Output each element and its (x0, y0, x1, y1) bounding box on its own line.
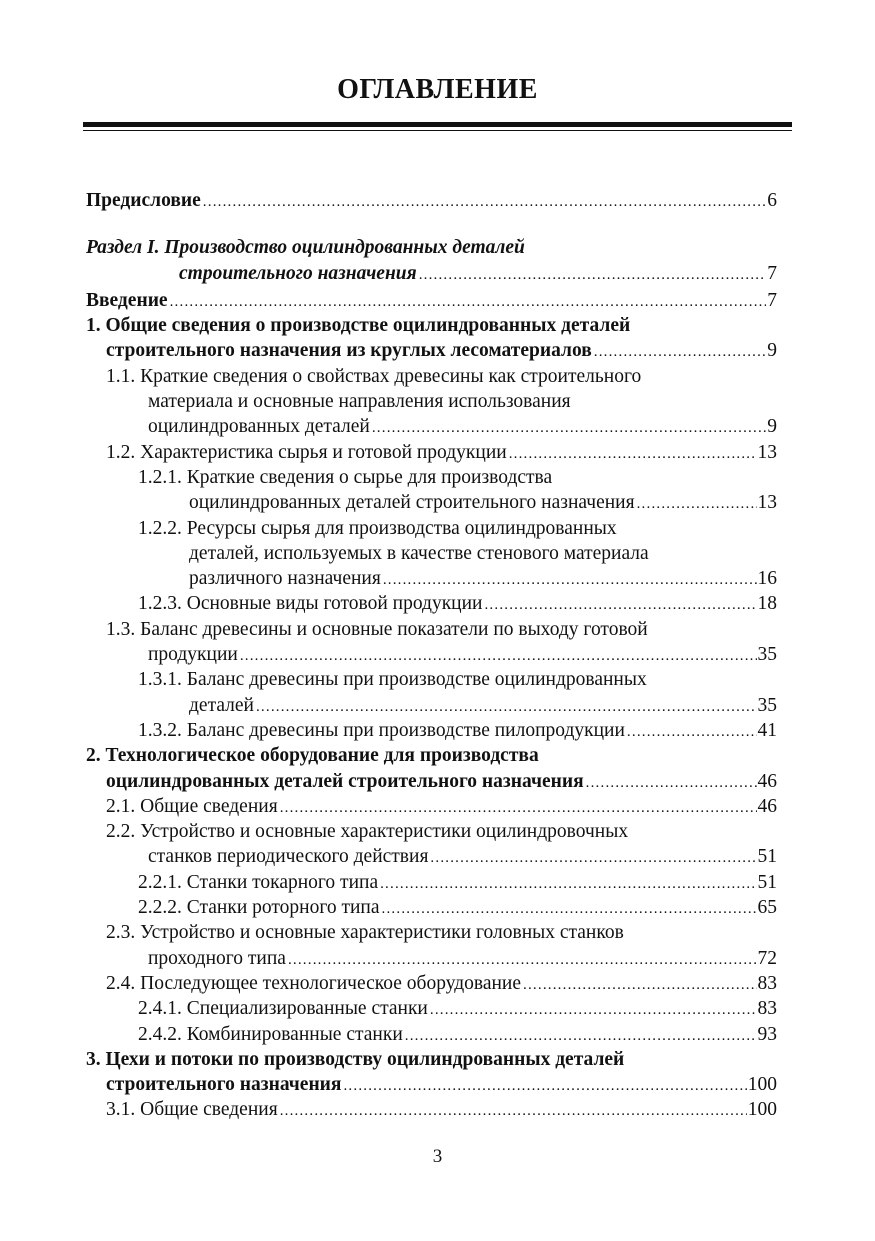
toc-entry-ch3-line1[interactable] (0, 1047, 875, 1072)
toc-entry-text: 2.2.1. Станки токарного типа (138, 871, 379, 893)
dot-leader (372, 416, 766, 441)
toc-entry-3-1[interactable] (0, 1097, 875, 1122)
toc-entry-1-3-1[interactable] (0, 693, 875, 718)
toc-page-number: 9 (767, 416, 777, 438)
toc-entry-1-3-line1[interactable] (0, 617, 875, 642)
toc-entry-2-2-1[interactable] (0, 870, 875, 895)
toc-page-number: 13 (757, 441, 777, 463)
toc-entry-text: 2.3. Устройство и основные характеристики головных станков (106, 922, 624, 944)
toc-entry-1-1[interactable] (0, 414, 875, 439)
dot-leader (170, 290, 767, 315)
toc-entry-text: 3. Цехи и потоки по производству оцилиндрованных деталей (86, 1048, 625, 1070)
toc-entry-text: проходного типа (148, 947, 286, 969)
toc-entry-ch1-line1[interactable] (0, 313, 875, 338)
toc-entry-2-2[interactable] (0, 844, 875, 869)
dot-leader (382, 897, 757, 922)
dot-leader (280, 796, 757, 821)
dot-leader (430, 998, 757, 1023)
toc-entry-text: различного назначения (189, 568, 381, 590)
toc-entry-text: 1.3. Баланс древесины и основные показатели по выходу готовой (106, 618, 648, 640)
toc-entry-intro[interactable] (0, 288, 875, 313)
toc-entry-text: станков периодического действия (148, 846, 429, 868)
toc-entry-text: 2.4.1. Специализированные станки (138, 998, 428, 1020)
dot-leader (256, 695, 757, 720)
dot-leader (523, 973, 756, 998)
toc-entry-text: 2. Технологическое оборудование для производства (86, 745, 539, 767)
spacer (0, 213, 875, 235)
toc-entry-1-1-line1[interactable] (0, 364, 875, 389)
page-number: 3 (432, 1146, 443, 1167)
toc-entry-text: 3.1. Общие сведения (106, 1099, 278, 1121)
toc-entry-1-2-1-line1[interactable] (0, 465, 875, 490)
dot-leader (380, 872, 756, 897)
toc-entry-text: строительного назначения из круглых лесоматериалов (106, 340, 592, 362)
toc-entry-text: 2.4. Последующее технологическое оборудование (106, 972, 522, 994)
dot-leader (586, 771, 757, 796)
toc-entry-1-2-2-line1[interactable] (0, 516, 875, 541)
toc-entry-2-4[interactable] (0, 971, 875, 996)
toc-page-number: 7 (767, 289, 777, 311)
toc-entry-2-3[interactable] (0, 946, 875, 971)
title-rule-thick (83, 122, 792, 127)
toc-entry-text: продукции (148, 644, 238, 666)
toc-entry-ch3[interactable] (0, 1072, 875, 1097)
toc-entry-1-2-2[interactable] (0, 566, 875, 591)
toc-entry-2-2-2[interactable] (0, 895, 875, 920)
dot-leader (240, 644, 757, 669)
dot-leader (419, 263, 767, 288)
toc-entry-text: 1.2.1. Краткие сведения о сырье для производства (138, 466, 553, 488)
toc-page-number: 7 (767, 262, 777, 284)
toc-entry-text: деталей, используемых в качестве стенового материала (189, 542, 649, 564)
toc-entry-1-1-line2[interactable] (0, 389, 875, 414)
dot-leader (203, 190, 766, 215)
dot-leader (484, 593, 756, 618)
toc-page-number: 41 (757, 719, 777, 741)
dot-leader (280, 1099, 747, 1124)
toc-entry-text: строительного назначения (179, 262, 417, 284)
toc-page-number: 51 (757, 871, 777, 893)
toc-page-number: 65 (757, 897, 777, 919)
toc-page-number: 46 (757, 770, 777, 792)
toc-entry-text: строительного назначения (106, 1074, 342, 1096)
dot-leader (288, 948, 757, 973)
toc-page-number: 16 (757, 568, 777, 590)
toc-entry-text: 1.2.3. Основные виды готовой продукции (138, 593, 483, 615)
toc-entry-text: 2.2. Устройство и основные характеристики оцилиндровочных (106, 821, 629, 843)
toc-page-number: 35 (757, 644, 777, 666)
toc-page-number: 100 (747, 1074, 777, 1096)
toc-entry-1-3-1-line1[interactable] (0, 667, 875, 692)
dot-leader (637, 492, 757, 517)
toc-entry-text: оцилиндрованных деталей строительного назначения (106, 770, 584, 792)
toc-entry-text: деталей (189, 694, 254, 716)
toc-entry-1-3-2[interactable] (0, 718, 875, 743)
toc-entry-1-2[interactable] (0, 440, 875, 465)
toc-entry-text: Предисловие (86, 190, 201, 211)
dot-leader (343, 1074, 746, 1099)
toc-entry-text: 2.2.2. Станки роторного типа (138, 897, 380, 919)
toc-page-number: 72 (757, 947, 777, 969)
toc-entry-ch1[interactable] (0, 338, 875, 363)
toc-entry-text: Введение (86, 289, 168, 311)
toc-entry-1-3[interactable] (0, 642, 875, 667)
toc-entry-text: оцилиндрованных деталей строительного назначения (189, 492, 635, 514)
toc-page-number: 9 (767, 340, 777, 362)
toc-entry-1-2-1[interactable] (0, 490, 875, 515)
toc-entry-1-2-3[interactable] (0, 591, 875, 616)
toc-page-number: 83 (757, 972, 777, 994)
toc-page-number: 83 (757, 998, 777, 1020)
toc-entry-text: 1.2. Характеристика сырья и готовой продукции (106, 441, 507, 463)
dot-leader (627, 720, 757, 745)
toc-page-number: 51 (757, 846, 777, 868)
toc-entry-section1[interactable] (0, 261, 875, 286)
dot-leader (430, 846, 756, 871)
toc-page-number: 100 (747, 1099, 777, 1121)
toc-entry-1-2-2-line2[interactable] (0, 541, 875, 566)
toc-entry-text: 1. Общие сведения о производстве оцилиндрованных деталей (86, 315, 631, 337)
toc-entry-text: 1.3.1. Баланс древесины при производстве оцилиндрованных (138, 669, 647, 691)
toc-entry-preface[interactable] (0, 188, 875, 213)
toc-entry-text: 2.4.2. Комбинированные станки (138, 1023, 403, 1045)
toc-entry-ch2-line1[interactable] (0, 743, 875, 768)
toc-entry-2-2-line1[interactable] (0, 819, 875, 844)
page-title: ОГЛАВЛЕНИЕ (337, 74, 538, 105)
toc-entry-2-4-2[interactable] (0, 1022, 875, 1047)
toc-page-number: 18 (757, 593, 777, 615)
dot-leader (383, 568, 757, 593)
toc-entry-text: 2.1. Общие сведения (106, 795, 278, 817)
toc-page-number: 35 (757, 694, 777, 716)
dot-leader (405, 1024, 757, 1049)
toc-entry-text: оцилиндрованных деталей (148, 416, 370, 438)
dot-leader (509, 442, 757, 467)
toc-page-number: 46 (757, 795, 777, 817)
title-rule-thin (83, 130, 792, 131)
dot-leader (594, 340, 767, 365)
toc-entry-section1-line1[interactable] (0, 235, 875, 260)
toc-page-number: 13 (757, 492, 777, 514)
toc-page-number: 93 (757, 1023, 777, 1045)
toc-entry-2-3-line1[interactable] (0, 920, 875, 945)
toc-entry-text: 1.2.2. Ресурсы сырья для производства оцилиндрованных (138, 517, 617, 539)
table-of-contents (0, 188, 875, 1123)
toc-page-number: 6 (767, 190, 777, 211)
toc-entry-text: 1.1. Краткие сведения о свойствах древесины как строительного (106, 365, 642, 387)
toc-entry-text: 1.3.2. Баланс древесины при производстве пилопродукции (138, 719, 625, 741)
toc-entry-2-1[interactable] (0, 794, 875, 819)
toc-entry-2-4-1[interactable] (0, 996, 875, 1021)
toc-entry-text: материала и основные направления использования (148, 391, 571, 413)
toc-entry-text: Раздел I. Производство оцилиндрованных деталей (86, 237, 525, 259)
toc-entry-ch2[interactable] (0, 769, 875, 794)
